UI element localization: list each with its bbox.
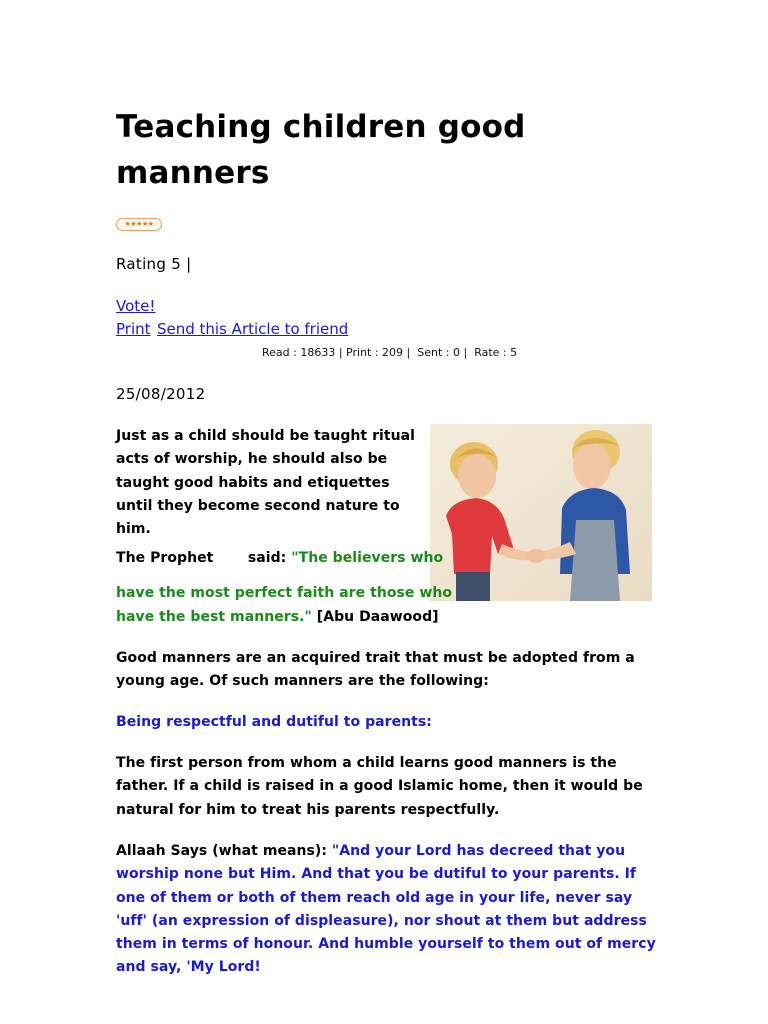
vote-link[interactable]: Vote! <box>116 297 156 315</box>
good-manners-paragraph: Good manners are an acquired trait that must be adopted from a young age. Of such manners are the following: <box>116 650 635 690</box>
intro-paragraph: Just as a child should be taught ritual acts of worship, he should also be taught good habits and etiquettes until they become second nature to him. <box>116 428 415 538</box>
print-count: Print : 209 <box>346 346 404 359</box>
sent-count: Sent : 0 <box>417 346 460 359</box>
quran-quote: "And your Lord has decreed that you worship none but Him. And that you be dutiful to your parents. If one of them or both of them reach old age in your life, never say 'uff' (an expression of displeasure), nor shout at them but address them in terms of honour. And humble yourself to them out of mercy and say, 'My Lord! <box>116 843 656 976</box>
star-rating-badge <box>116 218 162 231</box>
allaah-says-label: Allaah Says (what means): <box>116 843 332 859</box>
article-date: 25/08/2012 <box>116 385 206 403</box>
hadith-quote-middle: have the most perfect faith are those who <box>116 585 453 601</box>
hadith-quote-start: "The believers who <box>291 550 444 566</box>
print-link[interactable]: Print <box>116 320 151 338</box>
prophet-said-line <box>116 547 443 570</box>
first-person-paragraph: The first person from whom a child learns good manners is the father. If a child is raised in a good Islamic home, then it would be natural for him to treat his parents respectfully. <box>116 755 643 818</box>
star-icon: ★★★★★ <box>124 220 154 228</box>
hadith-quote-end-line <box>116 606 439 629</box>
read-count: Read : 18633 <box>262 346 336 359</box>
hadith-source: [Abu Daawood] <box>311 609 439 625</box>
rate-value: Rate : 5 <box>474 346 518 359</box>
prophet-said-label: The Prophet said: <box>116 550 292 566</box>
quran-paragraph <box>116 840 661 980</box>
article-title: Teaching children good manners <box>116 109 526 191</box>
section-heading-respect: Being respectful and dutiful to parents: <box>116 714 432 730</box>
send-to-friend-link[interactable]: Send this Article to friend <box>157 320 349 338</box>
article-stats: Read : 18633 | Print : 209 | Sent : 0 | Rate : 5 <box>262 346 518 359</box>
hadith-quote-end: have the best manners." <box>116 609 312 625</box>
rating-text: Rating 5 | <box>116 255 192 273</box>
article-photo <box>430 424 652 601</box>
